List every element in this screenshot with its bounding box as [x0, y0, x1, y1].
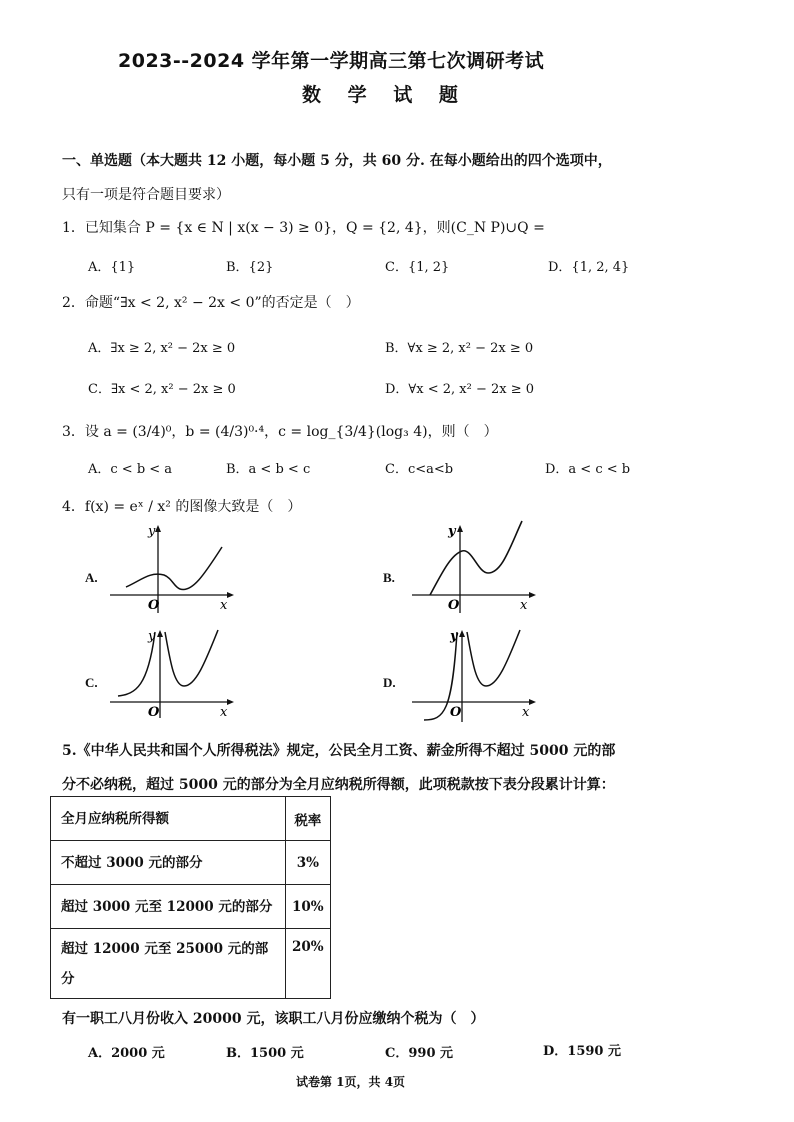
- q4-option-d: D.: [383, 675, 396, 690]
- graph-b: [410, 515, 540, 615]
- q5-option-a: A．2000 元: [88, 1046, 165, 1061]
- table-row: [51, 929, 331, 999]
- q2-option-a: A．∃x ≥ 2, x² − 2x ≥ 0: [88, 341, 236, 356]
- graph-c: [108, 620, 238, 720]
- table-row: [51, 885, 331, 929]
- x-label: x: [520, 598, 528, 613]
- q2-option-b: B．∀x ≥ 2, x² − 2x ≥ 0: [385, 341, 534, 356]
- q3-option-c: C．c<a<b: [385, 462, 454, 477]
- exam-subtitle: 数 学 试 题: [302, 84, 468, 106]
- table-cell: 超过 12000 元至 25000 元的部分: [51, 929, 286, 999]
- question-2-stem: 2．命题“∃x < 2, x² − 2x < 0”的否定是（ ）: [62, 295, 360, 311]
- table-header-cell: 全月应纳税所得额: [51, 797, 286, 841]
- q5-option-d: D．1590 元: [543, 1044, 621, 1059]
- table-header-cell: 税率: [286, 797, 331, 841]
- table-cell: 不超过 3000 元的部分: [51, 841, 286, 885]
- q1-option-b: B．{2}: [226, 260, 274, 275]
- y-axis-arrow: [155, 525, 161, 532]
- table-cell: 3%: [286, 841, 331, 885]
- y-axis-arrow: [157, 630, 163, 637]
- origin-label: O: [148, 598, 160, 613]
- q4-option-a: A.: [85, 570, 98, 585]
- q3-option-b: B．a < b < c: [226, 462, 311, 477]
- q1-option-c: C．{1, 2}: [385, 260, 450, 275]
- y-label: y: [448, 524, 456, 539]
- x-label: x: [220, 705, 228, 720]
- table-cell: 超过 3000 元至 12000 元的部分: [51, 885, 286, 929]
- curve: [430, 521, 522, 595]
- q3-option-d: D．a < c < b: [545, 462, 631, 477]
- page-footer: 试卷第 1页，共 4页: [296, 1075, 406, 1089]
- x-axis-arrow: [529, 699, 536, 705]
- y-label: y: [148, 629, 156, 644]
- q1-option-d: D．{1, 2, 4}: [548, 260, 630, 275]
- q1-option-a: A．{1}: [88, 260, 136, 275]
- x-axis-arrow: [227, 592, 234, 598]
- table-cell: 20%: [286, 929, 331, 999]
- origin-label: O: [450, 705, 462, 720]
- section-heading-cont: 只有一项是符合题目要求）: [62, 187, 230, 203]
- y-label: y: [450, 629, 458, 644]
- q3-option-a: A．c < b < a: [88, 462, 173, 477]
- question-5-stem-cont: 分不必纳税，超过 5000 元的部分为全月应纳税所得额，此项税款按下表分段累计计算：: [62, 777, 615, 793]
- graph-d: [410, 620, 540, 725]
- q4-option-c: C.: [85, 675, 98, 690]
- x-axis-arrow: [227, 699, 234, 705]
- origin-label: O: [148, 705, 160, 720]
- x-label: x: [220, 598, 228, 613]
- question-5-prompt: 有一职工八月份收入 20000 元，该职工八月份应缴纳个税为（ ）: [62, 1011, 485, 1027]
- q4-option-b: B.: [383, 570, 395, 585]
- q2-option-c: C．∃x < 2, x² − 2x ≥ 0: [88, 382, 236, 397]
- x-label: x: [522, 705, 530, 720]
- y-label: y: [148, 524, 156, 539]
- tax-rate-table: [50, 796, 331, 999]
- q5-option-b: B．1500 元: [226, 1046, 304, 1061]
- q2-option-d: D．∀x < 2, x² − 2x ≥ 0: [385, 382, 535, 397]
- question-5-stem: 5.《中华人民共和国个人所得税法》规定，公民全月工资、薪金所得不超过 5000 元的部: [62, 743, 616, 759]
- curve-right: [165, 630, 218, 686]
- graph-a: [108, 515, 238, 615]
- exam-title: 2023--2024 学年第一学期高三第七次调研考试: [118, 50, 545, 72]
- section-heading: 一、单选题（本大题共 12 小题，每小题 5 分，共 60 分. 在每小题给出的四个选项中，: [62, 153, 612, 169]
- q5-option-c: C．990 元: [385, 1046, 454, 1061]
- curve: [126, 547, 222, 590]
- question-3-stem: 3．设 a = (3/4)⁰，b = (4/3)⁰·⁴，c = log_{3/4}(log₃ 4)，则（ ）: [62, 424, 498, 440]
- table-row: [51, 841, 331, 885]
- question-1-stem: 1．已知集合 P = {x ∈ N | x(x − 3) ≥ 0}，Q = {2, 4}，则(C_N P)∪Q =: [62, 220, 545, 236]
- y-axis-arrow: [459, 630, 465, 637]
- curve-right: [467, 630, 520, 686]
- table-header-row: [51, 797, 331, 841]
- origin-label: O: [448, 598, 460, 613]
- question-4-stem: 4．f(x) = eˣ / x² 的图像大致是（ ）: [62, 499, 302, 515]
- table-cell: 10%: [286, 885, 331, 929]
- y-axis-arrow: [457, 525, 463, 532]
- x-axis-arrow: [529, 592, 536, 598]
